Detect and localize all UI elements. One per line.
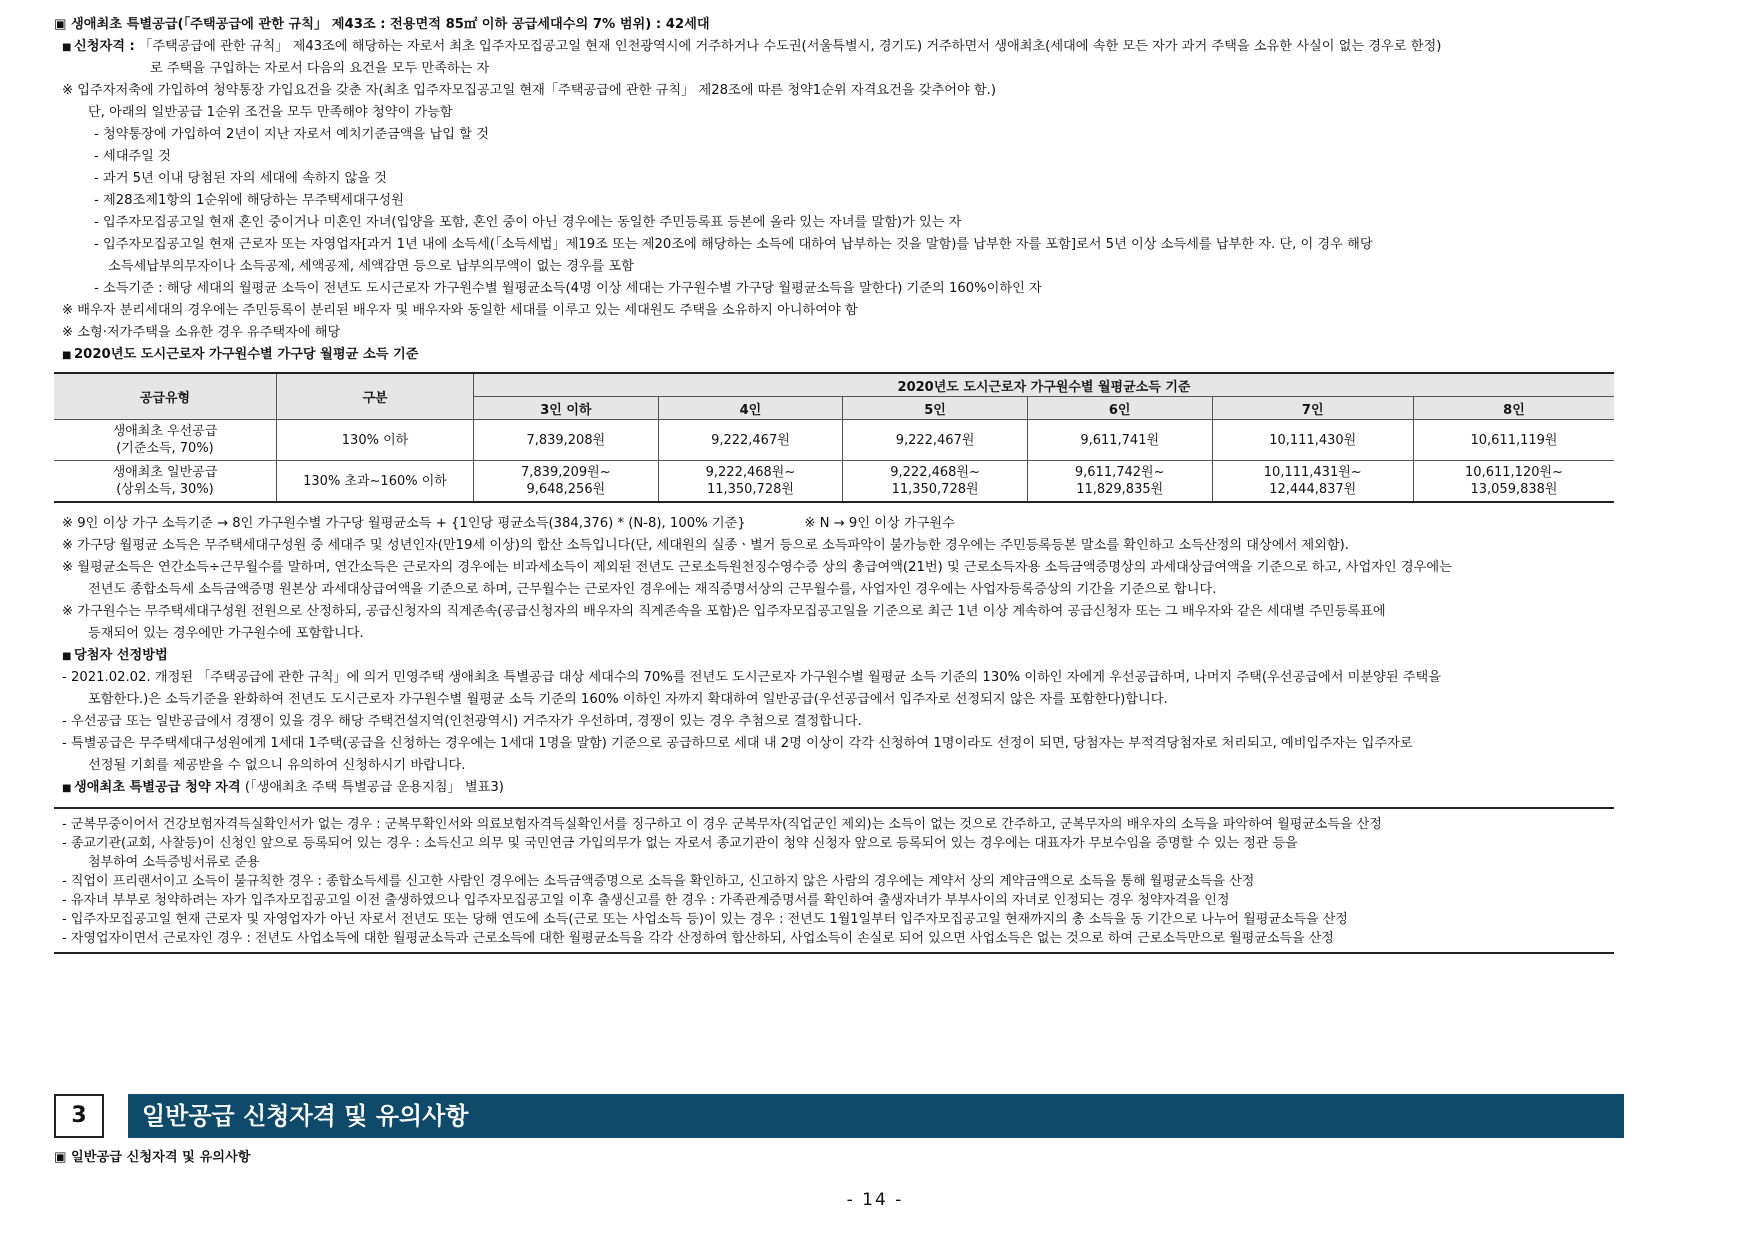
criteria-item: - 입주자모집공고일 현재 근로자 및 자영업자가 아닌 자로서 전년도 또는 당해 연도에 소득(근로 또는 사업소득 등)이 있는 경우 : 전년도 1월1일부터 입주자모집공고일 현재까지의 총 소득을 동 기간으로 나누어 월평균소득을 산정 <box>62 912 1348 927</box>
income-cell: 9,222,468원~ 11,350,728원 <box>658 461 843 503</box>
income-table <box>54 372 1614 503</box>
header-household-size: 4인 <box>658 397 843 420</box>
winner-line: - 2021.02.02. 개정된 「주택공급에 관한 규칙」에 의거 민영주택 생애최초 특별공급 대상 세대수의 70%를 전년도 도시근로자 가구원수별 월평균 소득 기준의 130% 이하인 자에게 우선공급하며, 나머지 주택(우선공급에서 미분양된 주택을 <box>62 670 1441 685</box>
note-spouse: ※ 배우자 분리세대의 경우에는 주민등록이 분리된 배우자 및 배우자와 동일한 세대를 이루고 있는 세대원도 주택을 소유하지 아니하여야 함 <box>62 303 858 318</box>
criteria-title: ■ 생애최초 특별공급 청약 자격 (「생애최초 주택 특별공급 운용지침」 별표3) <box>54 777 1624 799</box>
income-cell: 10,111,430원 <box>1212 420 1413 461</box>
header-supply-type: 공급유형 <box>54 373 277 420</box>
supply-type-cell: 생애최초 일반공급 (상위소득, 30%) <box>54 461 277 503</box>
supply-type-cell: 생애최초 우선공급 (기준소득, 70%) <box>54 420 277 461</box>
note-household-income: ※ 가구당 월평균 소득은 무주택세대구성원 중 세대주 및 성년인자(만19세 이상)의 합산 소득입니다(단, 세대원의 실종ㆍ별거 등으로 소득파악이 불가능한 경우에는 주민등록등본 말소를 확인하고 소득산정의 대상에서 제외함). <box>62 538 1349 553</box>
header-household-size: 3인 이하 <box>474 397 659 420</box>
criteria-item: - 군복무중이어서 건강보험자격득실확인서가 없는 경우 : 군복무확인서와 의료보험자격득실확인서를 징구하고 이 경우 군복무자(직업군인 제외)는 소득이 없는 것으로 간주하고, 군복무자의 배우자의 소득을 파악하여 월평균소득을 산정 <box>62 817 1382 832</box>
condition-item: - 청약통장에 가입하여 2년이 지난 자로서 예치기준금액을 납입 할 것 <box>94 127 489 142</box>
income-cell: 10,611,119원 <box>1413 420 1614 461</box>
winner-line: - 우선공급 또는 일반공급에서 경쟁이 있을 경우 해당 주택건설지역(인천광역시) 거주자가 우선하며, 경쟁이 있는 경우 추첨으로 결정합니다. <box>62 714 862 729</box>
income-cell: 7,839,208원 <box>474 420 659 461</box>
criteria-item: - 유자녀 부부로 청약하려는 자가 입주자모집공고일 이전 출생하였으나 입주자모집공고일 이후 출생신고를 한 경우 : 가족관계증명서를 확인하여 출생자녀가 부부사이의 자녀로 인정되는 경우 청약자격을 인정 <box>62 893 1230 908</box>
table-row <box>54 420 1614 461</box>
note-monthly-income-cont: 전년도 종합소득세 소득금액증명 원본상 과세대상급여액을 기준으로 하며, 근무월수는 근로자인 경우에는 재직증명서상의 근무월수를, 사업자인 경우에는 사업자등록증상의 기간을 기준으로 합니다. <box>88 582 1217 597</box>
condition-item: - 제28조제1항의 1순위에 해당하는 무주택세대구성원 <box>94 193 404 208</box>
income-cell: 9,222,467원 <box>843 420 1028 461</box>
qualification-line <box>54 36 1624 58</box>
document-page <box>54 14 1624 954</box>
division-cell: 130% 초과~160% 이하 <box>277 461 474 503</box>
winner-line: 선정될 기회를 제공받을 수 없으니 유의하여 신청하시기 바랍니다. <box>88 758 466 773</box>
bullet-square-icon: ■ <box>62 651 72 662</box>
note-9-plus: ※ 9인 이상 가구 소득기준 → 8인 가구원수별 가구당 월평균소득 + {1인당 평균소득(384,376) * (N-8), 100% 기준} ※ N → 9인 이상 가구원수 <box>62 516 955 531</box>
note-household-size: ※ 가구원수는 무주택세대구성원 전원으로 산정하되, 공급신청자의 직계존속(공급신청자의 배우자의 직계존속을 포함)은 입주자모집공고일을 기준으로 최근 1년 이상 계속하여 공급신청자 또는 그 배우자와 같은 세대별 주민등록표에 <box>62 604 1386 619</box>
header-household-size: 7인 <box>1212 397 1413 420</box>
winner-title: ■ 당첨자 선정방법 <box>54 645 1624 667</box>
income-cell: 7,839,209원~ 9,648,256원 <box>474 461 659 503</box>
criteria-item: - 직업이 프리랜서이고 소득이 불규칙한 경우 : 종합소득세를 신고한 사람인 경우에는 소득금액증명으로 소득을 확인하고, 신고하지 않은 사람의 경우에는 계약서 상의 계약금액으로 소득을 통해 월평균소득을 산정 <box>62 874 1255 889</box>
income-cell: 9,222,467원 <box>658 420 843 461</box>
section-title: 일반공급 신청자격 및 유의사항 <box>128 1094 1624 1138</box>
note-monthly-income: ※ 월평균소득은 연간소득÷근무월수를 말하며, 연간소득은 근로자의 경우에는 비과세소득이 제외된 전년도 근로소득원천징수영수증 상의 총급여액(21번) 및 근로소득자용 소득금액증명상의 과세대상급여액을 기준으로 하고, 사업자인 경우에는 <box>62 560 1452 575</box>
income-cell: 9,222,468원~ 11,350,728원 <box>843 461 1028 503</box>
qualification-line-2: 로 주택을 구입하는 자로서 다음의 요건을 모두 만족하는 자 <box>150 61 490 76</box>
qualification-label: 신청자격 : <box>74 39 135 54</box>
note-small-house: ※ 소형·저가주택을 소유한 경우 유주택자에 해당 <box>62 325 341 340</box>
criteria-item: 첨부하여 소득증빙서류로 준용 <box>88 855 260 870</box>
condition-item: - 과거 5년 이내 당첨된 자의 세대에 속하지 않을 것 <box>94 171 387 186</box>
special-supply-heading: ▣ 생애최초 특별공급(「주택공급에 관한 규칙」 제43조 : 전용면적 85㎡ 이하 공급세대수의 7% 범위) : 42세대 <box>54 17 710 32</box>
header-household-size: 8인 <box>1413 397 1614 420</box>
note-condition-intro: 단, 아래의 일반공급 1순위 조건을 모두 만족해야 청약이 가능함 <box>88 105 453 120</box>
condition-item: - 입주자모집공고일 현재 근로자 또는 자영업자[과거 1년 내에 소득세(「소득세법」제19조 또는 제20조에 해당하는 소득에 대하여 납부하는 것을 말함)를 납부한 자를 포함]로서 5년 이상 소득세를 납부한 자. 단, 이 경우 해당 <box>94 237 1373 252</box>
note-savings: ※ 입주자저축에 가입하여 청약통장 가입요건을 갖춘 자(최초 입주자모집공고일 현재「주택공급에 관한 규칙」 제28조에 따른 청약1순위 자격요건을 갖추어야 함.) <box>62 83 996 98</box>
header-household-size: 5인 <box>843 397 1028 420</box>
bullet-square-icon: ■ <box>62 350 72 361</box>
section-subtitle: ▣ 일반공급 신청자격 및 유의사항 <box>54 1150 251 1165</box>
condition-item: - 세대주일 것 <box>94 149 171 164</box>
income-cell: 10,111,431원~ 12,444,837원 <box>1212 461 1413 503</box>
winner-line: 포함한다.)은 소득기준을 완화하여 전년도 도시근로자 가구원수별 월평균 소득 기준의 160% 이하인 자까지 확대하여 일반공급(우선공급에서 입주자로 선정되지 않은 자를 포함한다)합니다. <box>88 692 1168 707</box>
criteria-item: - 종교기관(교회, 사찰등)이 신청인 앞으로 등록되어 있는 경우 : 소득신고 의무 및 국민연금 가입의무가 없는 자로서 종교기관이 청약 신청자 앞으로 등록되어 있는 경우에는 대표자가 무보수임을 증명할 수 있는 정관 등을 <box>62 836 1298 851</box>
income-cell: 9,611,741원 <box>1027 420 1212 461</box>
criteria-box <box>54 807 1614 954</box>
note-household-size-cont: 등재되어 있는 경우에만 가구원수에 포함합니다. <box>88 626 364 641</box>
header-household-size: 6인 <box>1027 397 1212 420</box>
division-cell: 130% 이하 <box>277 420 474 461</box>
page-number: - 14 - <box>846 1190 904 1210</box>
bullet-square-icon: ■ <box>62 783 72 794</box>
condition-item: 소득세납부의무자이나 소득공제, 세액공제, 세액감면 등으로 납부의무액이 없는 경우를 포함 <box>108 259 635 274</box>
bullet-square-icon: ■ <box>62 42 72 53</box>
criteria-item: - 자영업자이면서 근로자인 경우 : 전년도 사업소득에 대한 월평균소득과 근로소득에 대한 월평균소득을 각각 산정하여 합산하되, 사업소득이 손실로 되어 있으면 사업소득은 없는 것으로 하여 근로소득만으로 월평균소득을 산정 <box>62 931 1334 946</box>
section-number: 3 <box>54 1094 104 1138</box>
header-division: 구분 <box>277 373 474 420</box>
condition-item: - 입주자모집공고일 현재 혼인 중이거나 미혼인 자녀(입양을 포함, 혼인 중이 아닌 경우에는 동일한 주민등록표 등본에 올라 있는 자녀를 말함)가 있는 자 <box>94 215 962 230</box>
winner-line: - 특별공급은 무주택세대구성원에게 1세대 1주택(공급을 신청하는 경우에는 1세대 1명을 말함) 기준으로 공급하므로 세대 내 2명 이상이 각각 신청하여 1명이라도 선정이 되면, 당첨자는 부적격당첨자로 처리되고, 예비입주자는 입주자로 <box>62 736 1413 751</box>
table-title: ■ 2020년도 도시근로자 가구원수별 가구당 월평균 소득 기준 <box>54 344 1624 366</box>
header-income-group: 2020년도 도시근로자 가구원수별 월평균소득 기준 <box>474 373 1615 397</box>
income-cell: 10,611,120원~ 13,059,838원 <box>1413 461 1614 503</box>
condition-item: - 소득기준 : 해당 세대의 월평균 소득이 전년도 도시근로자 가구원수별 월평균소득(4명 이상 세대는 가구원수별 가구당 월평균소득을 말한다) 기준의 160%이하인 자 <box>94 281 1042 296</box>
qualification-text: 「주택공급에 관한 규칙」 제43조에 해당하는 자로서 최초 입주자모집공고일 현재 인천광역시에 거주하거나 수도권(서울특별시, 경기도) 거주하면서 생애최초(세대에 속한 모든 자가 과거 주택을 소유한 사실이 없는 경우로 한정) <box>139 39 1442 54</box>
table-row <box>54 461 1614 503</box>
income-cell: 9,611,742원~ 11,829,835원 <box>1027 461 1212 503</box>
section-header <box>54 1094 1624 1136</box>
